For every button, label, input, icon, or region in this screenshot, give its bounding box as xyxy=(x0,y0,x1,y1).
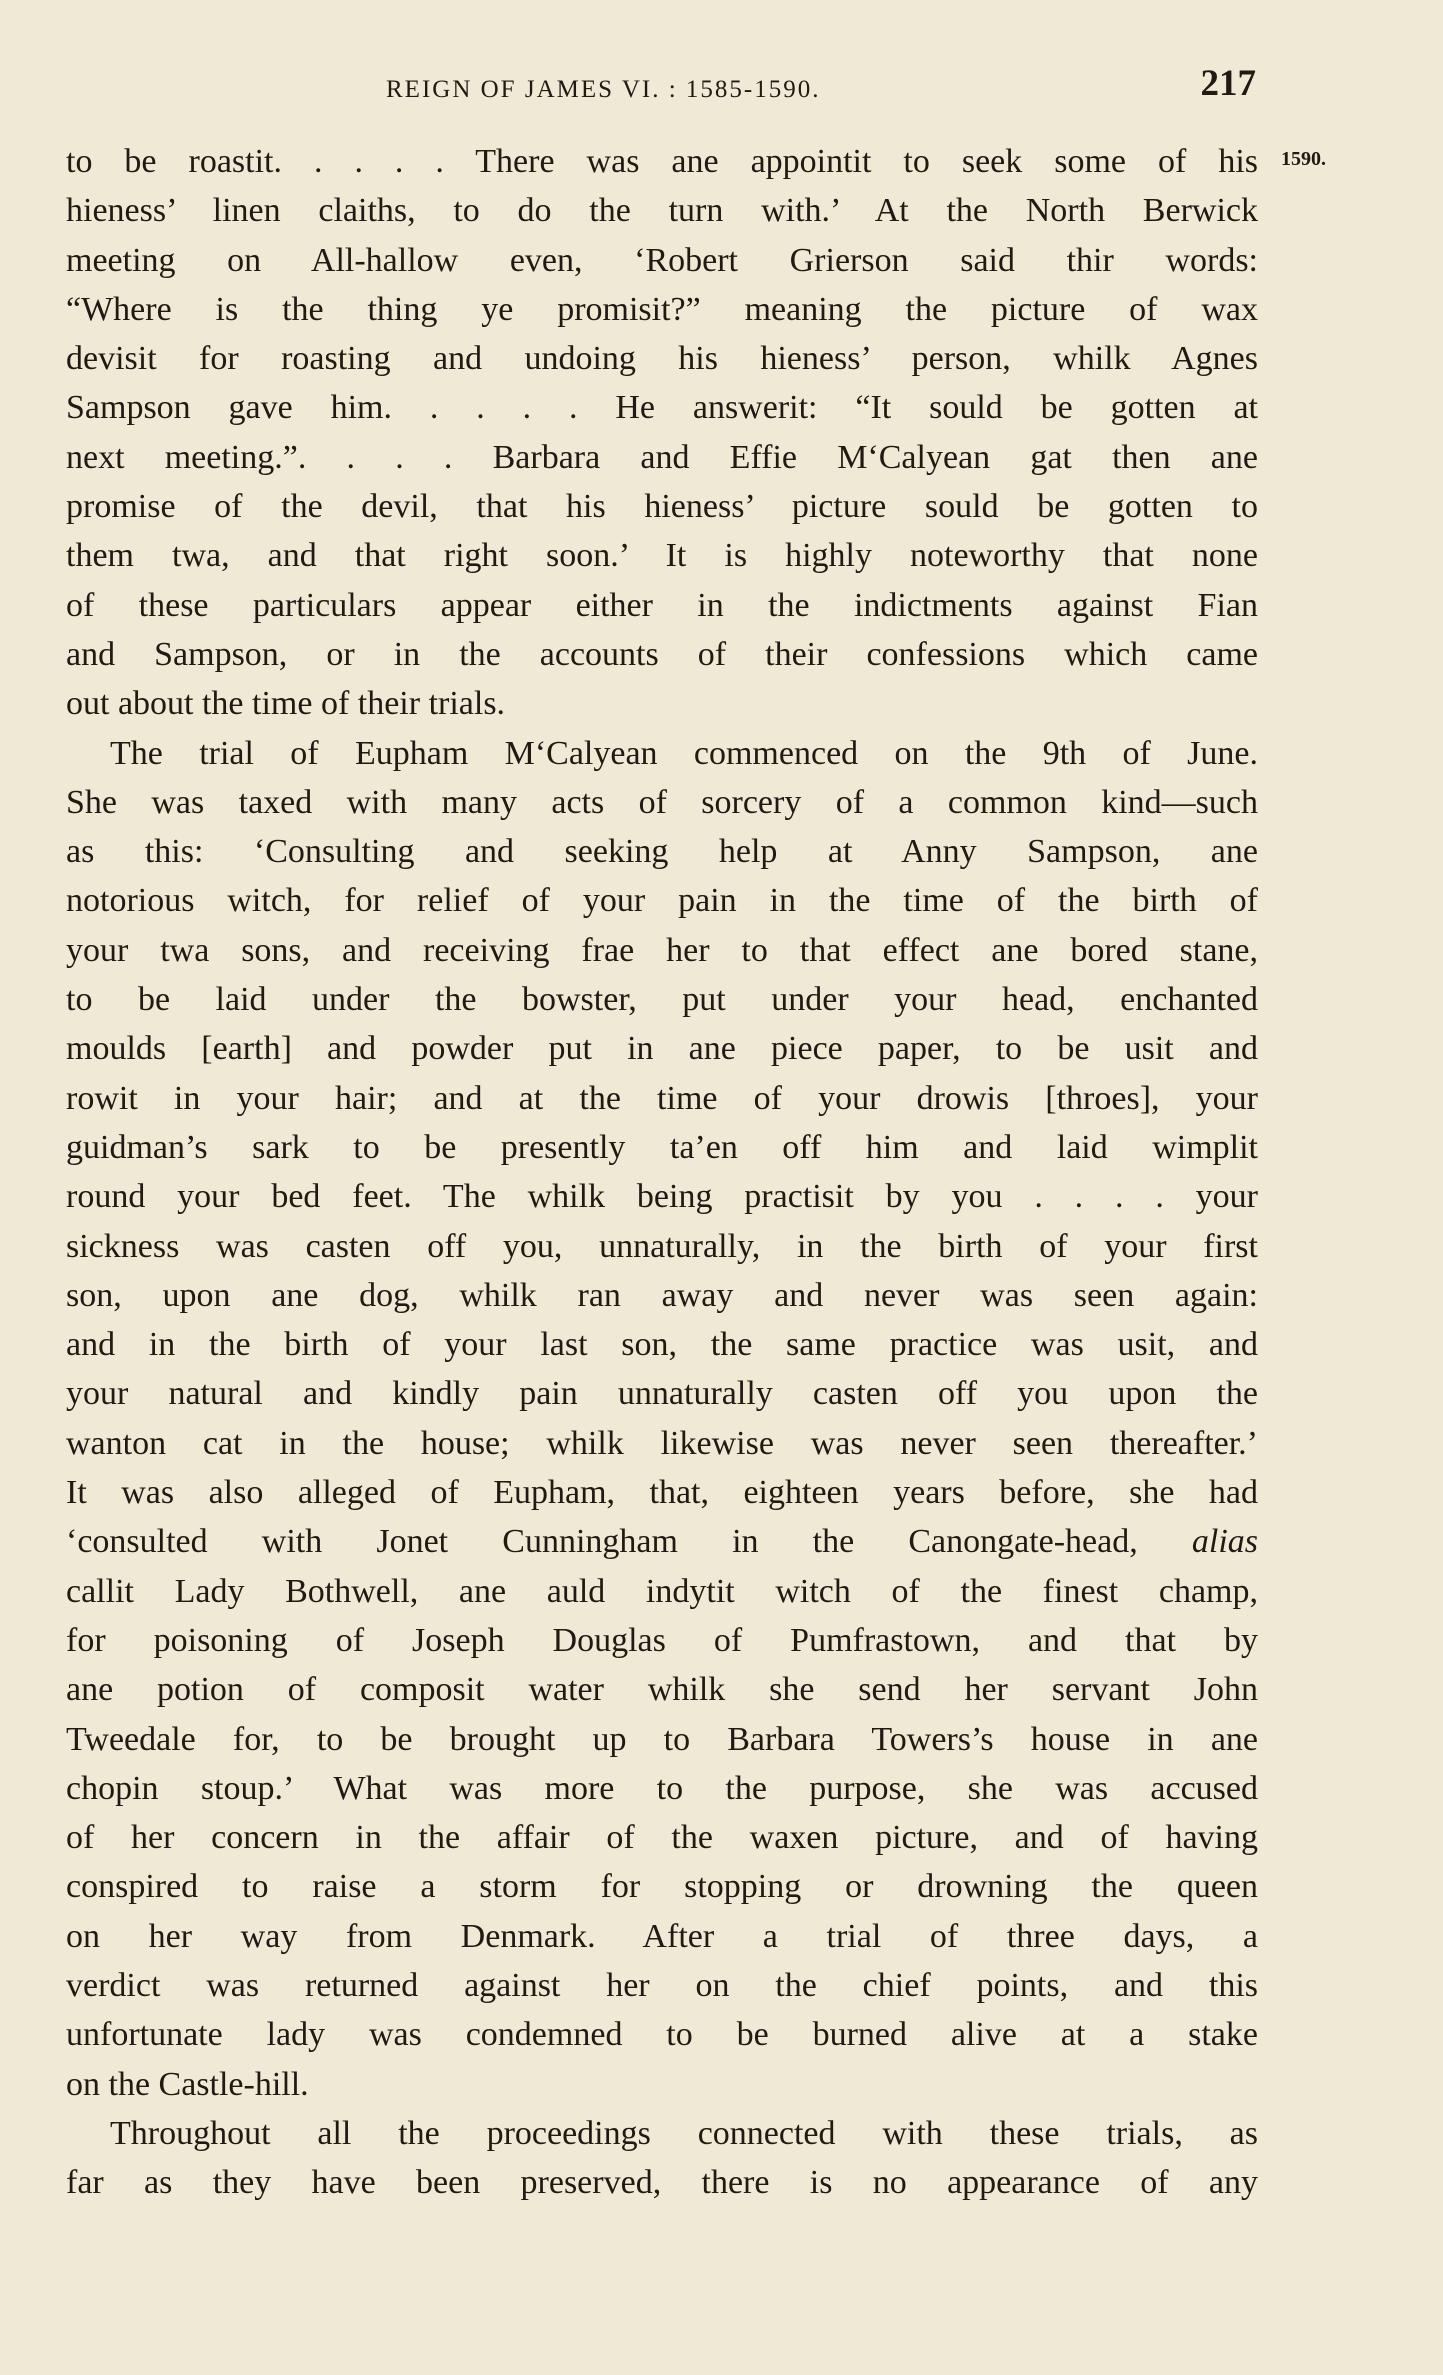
text-line: rowit in your hair; and at the time of your drowis [throes], your xyxy=(66,1079,1258,1117)
text-line: your natural and kindly pain unnaturally casten off you upon the xyxy=(66,1375,1258,1413)
text-line: next meeting.”. . . . Barbara and Effie M‘Calyean gat then ane xyxy=(66,438,1258,476)
page-number: 217 xyxy=(1200,63,1256,104)
text-line: chopin stoup.’ What was more to the purpose, she was accused xyxy=(66,1769,1258,1807)
text-line: son, upon ane dog, whilk ran away and never was seen again: xyxy=(66,1276,1258,1314)
body-text xyxy=(66,137,1258,2207)
text-line: sickness was casten off you, unnaturally, in the birth of your first xyxy=(66,1227,1258,1265)
text-line: and in the birth of your last son, the same practice was usit, and xyxy=(66,1326,1258,1364)
text-line: on the Castle-hill. xyxy=(66,2065,309,2103)
text-line: verdict was returned against her on the chief points, and this xyxy=(66,1966,1258,2004)
page-header xyxy=(66,62,1256,112)
text-line: of these particulars appear either in the indictments against Fian xyxy=(66,586,1258,624)
text-line: far as they have been preserved, there is no appearance of any xyxy=(66,2164,1258,2202)
text-line: Tweedale for, to be brought up to Barbara Towers’s house in ane xyxy=(66,1720,1258,1758)
text-line: wanton cat in the house; whilk likewise was never seen thereafter.’ xyxy=(66,1424,1258,1462)
text-line: your twa sons, and receiving frae her to that effect ane bored stane, xyxy=(66,931,1258,969)
text-line: notorious witch, for relief of your pain in the time of the birth of xyxy=(66,882,1258,920)
text-line: meeting on All-hallow even, ‘Robert Grierson said thir words: xyxy=(66,241,1258,279)
text-line: She was taxed with many acts of sorcery of a common kind—such xyxy=(66,783,1258,821)
running-head: REIGN OF JAMES VI. : 1585-1590. xyxy=(386,76,821,103)
text-line: devisit for roasting and undoing his hieness’ person, whilk Agnes xyxy=(66,340,1258,378)
text-line: round your bed feet. The whilk being practisit by you . . . . your xyxy=(66,1178,1258,1216)
italic-word: alias xyxy=(1191,1523,1258,1561)
text-line: “Where is the thing ye promisit?” meaning the picture of wax xyxy=(66,290,1258,328)
text-line: as this: ‘Consulting and seeking help at Anny Sampson, ane xyxy=(66,833,1258,871)
text-line: ‘consulted with Jonet Cunningham in the Canongate-head, alias xyxy=(66,1523,1258,1561)
text-line: conspired to raise a storm for stopping or drowning the queen xyxy=(66,1868,1258,1906)
text-line: ane potion of composit water whilk she send her servant John xyxy=(66,1671,1258,1709)
text-line: callit Lady Bothwell, ane auld indytit witch of the finest champ, xyxy=(66,1572,1258,1610)
text-line: to be roastit. . . . . There was ane appointit to seek some of his xyxy=(66,143,1258,180)
text-line: them twa, and that right soon.’ It is highly noteworthy that none xyxy=(66,537,1258,575)
text-line: hieness’ linen claiths, to do the turn with.’ At the North Berwick xyxy=(66,192,1258,230)
text-line: for poisoning of Joseph Douglas of Pumfrastown, and that by xyxy=(66,1621,1258,1659)
text-line: The trial of Eupham M‘Calyean commenced on the 9th of June. xyxy=(110,734,1258,772)
text-line: It was also alleged of Eupham, that, eighteen years before, she had xyxy=(66,1474,1258,1512)
text-line: Throughout all the proceedings connected with these trials, as xyxy=(110,2114,1258,2152)
text-line: to be laid under the bowster, put under your head, enchanted xyxy=(66,981,1258,1019)
text-line: out about the time of their trials. xyxy=(66,685,506,723)
text-line: unfortunate lady was condemned to be burned alive at a stake xyxy=(66,2016,1258,2054)
text-line: Sampson gave him. . . . . He answerit: “It sould be gotten at xyxy=(66,389,1258,427)
text-line: guidman’s sark to be presently ta’en off him and laid wimplit xyxy=(66,1128,1258,1166)
text-line: and Sampson, or in the accounts of their confessions which came xyxy=(66,635,1258,673)
text-line: of her concern in the affair of the waxen picture, and of having xyxy=(66,1819,1258,1857)
margin-year-note: 1590. xyxy=(1281,148,1326,170)
text-line: on her way from Denmark. After a trial of three days, a xyxy=(66,1917,1258,1955)
text-line: promise of the devil, that his hieness’ picture sould be gotten to xyxy=(66,488,1258,526)
text-line: moulds [earth] and powder put in ane piece paper, to be usit and xyxy=(66,1030,1258,1068)
